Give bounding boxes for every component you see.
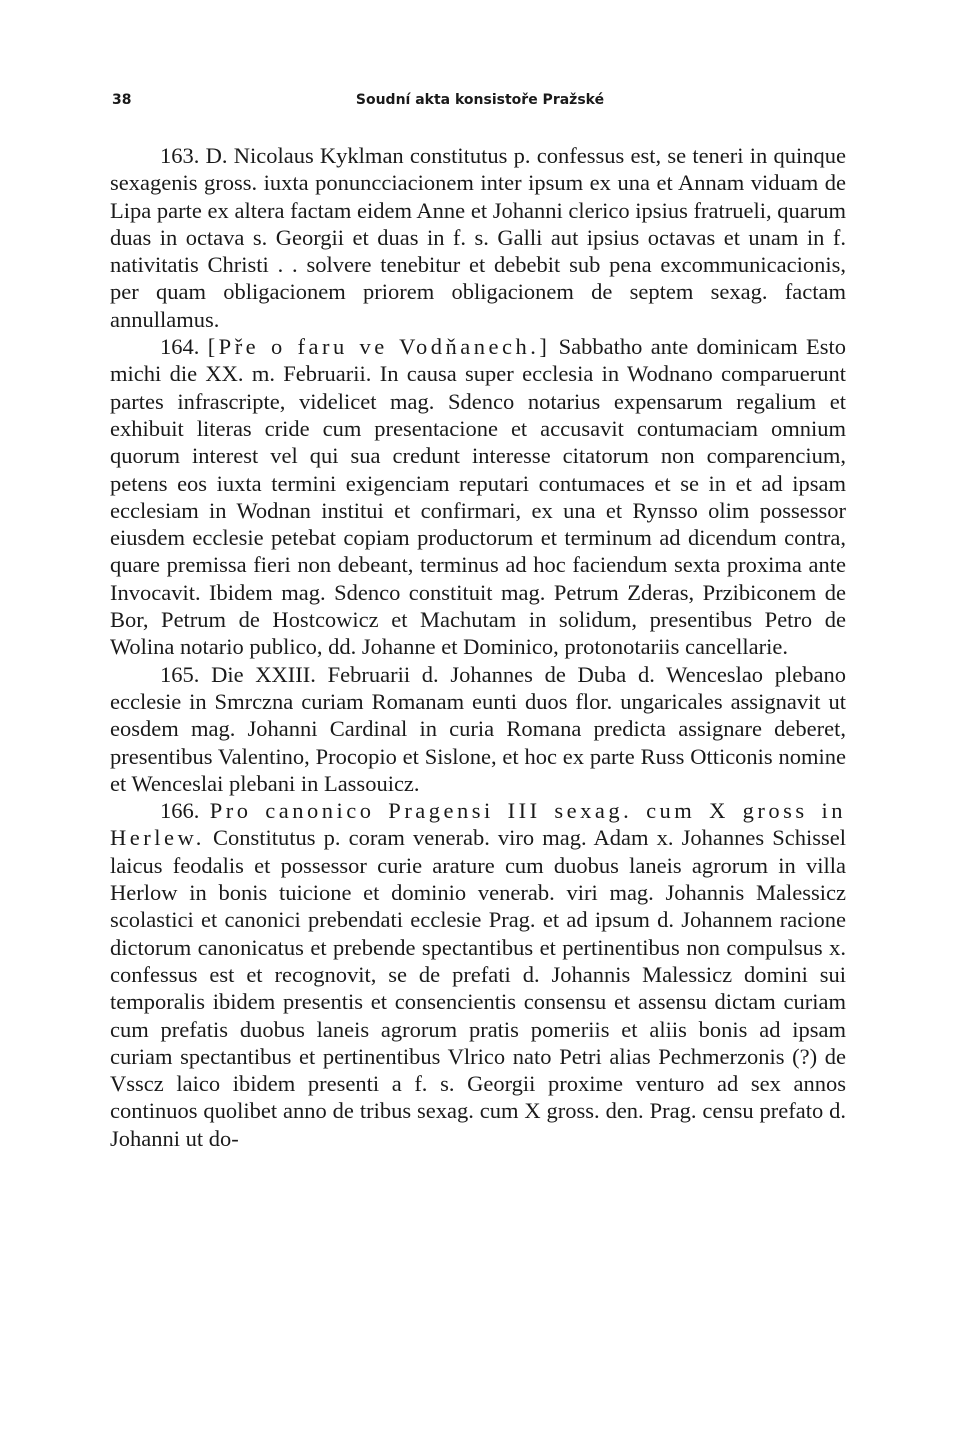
running-title: Soudní akta konsistoře Pražské bbox=[355, 92, 605, 108]
entry-heading: Pro canonico Pragensi III sexag. cum X gross in Herlew. bbox=[110, 798, 847, 851]
entry-heading: [Pře o faru ve Vodňanech.] bbox=[207, 334, 551, 360]
entry-164 bbox=[110, 333, 846, 661]
entry-number: 164. bbox=[160, 334, 200, 360]
entry-text: 163. D. Nicolaus Kyklman constitutus p. confessus est, se teneri in quinque sexagenis gross. iuxta ponuncciacionem inter ipsum ex una et Annam viduam de Lipa parte ex altera factam eidem Anne et Johanni clerico ipsius fratrueli, quarum duas in octava s. Georgii et duas in f. s. Galli aut ipsius octavas et unam in f. nativitatis Christi . . solvere tenebitur et debebit sub pena excommunicacionis, per quam obligacionem priorem obligacionem de septem sexag. factam annullamus. bbox=[110, 143, 846, 332]
page-header bbox=[112, 92, 848, 114]
entry-text: Constitutus p. coram venerab. viro mag. Adam x. Johannes Schissel laicus feodalis et possessor curie arature cum duobus laneis agrorum in villa Herlow in bonis tuicione et dominio venerab. viri mag. Johannis Malessicz scolastici et canonici prebendati ecclesie Prag. et ad ipsum d. Johannem racione dictorum canonicatus et prebende spectantibus et pertinentibus non compulsus x. confessus est et recognovit, se de prefati d. Johannis Malessicz domini sui temporalis ibidem presentis et consencientis consensu et assensu dictam curiam cum prefatis duobus laneis agrorum pratis pomeriis et aliis bonis ad ipsam curiam spectantibus et pertinentibus Vlrico nato Petri alias Pechmerzonis (?) de Vsscz laico ibidem presenti a f. s. Georgii proxime venturo ad sex annos continuos quolibet anno de tribus sexag. cum X gross. den. Prag. censu prefato d. Johanni ut do- bbox=[110, 825, 846, 1151]
entry-163 bbox=[110, 142, 846, 333]
page-number: 38 bbox=[112, 92, 132, 108]
entry-text: 165. Die XXIII. Februarii d. Johannes de Duba d. Wenceslao plebano ecclesie in Smrczna curiam Romanam eunti duos flor. ungaricales assignavit ut eosdem mag. Johanni Cardinal in curia Romana predicta assignare deberet, presentibus Valentino, Procopio et Sislone, et hoc ex parte Russ Otticonis nomine et Wenceslai plebani in Lassouicz. bbox=[110, 661, 846, 796]
entry-165 bbox=[110, 661, 846, 797]
entry-text: Sabbatho ante dominicam Esto michi die XX. m. Februarii. In causa super ecclesia in Wodnano comparuerunt partes infrascripte, videlicet mag. Sdenco notarius expensarum regalium et exhibuit literas cride cum presentacione et accusavit contumaciam omnium quorum interest vel qui sua credunt interesse citatorum non comparencium, petens eos iuxta termini exigenciam reputari contumaces et se in et ad ipsam ecclesiam in Wodnan institui et confirmari, ex una et Rynsso olim possessor eiusdem ecclesie petebat copiam productorum et terminum ad dicendum contra, quare premissa fieri non debeant, terminus ad hoc faciendum sexta proxima ante Invocavit. Ibidem mag. Sdenco constituit mag. Petrum Zderas, Przibiconem de Bor, Petrum de Hostcowicz et Machutam in solidum, presentibus Petro de Wolina notario publico, dd. Johanne et Dominico, protonotariis cancellarie. bbox=[110, 334, 847, 660]
document-body bbox=[110, 142, 846, 1152]
entry-166 bbox=[110, 797, 846, 1152]
entry-number: 166. bbox=[160, 798, 200, 824]
